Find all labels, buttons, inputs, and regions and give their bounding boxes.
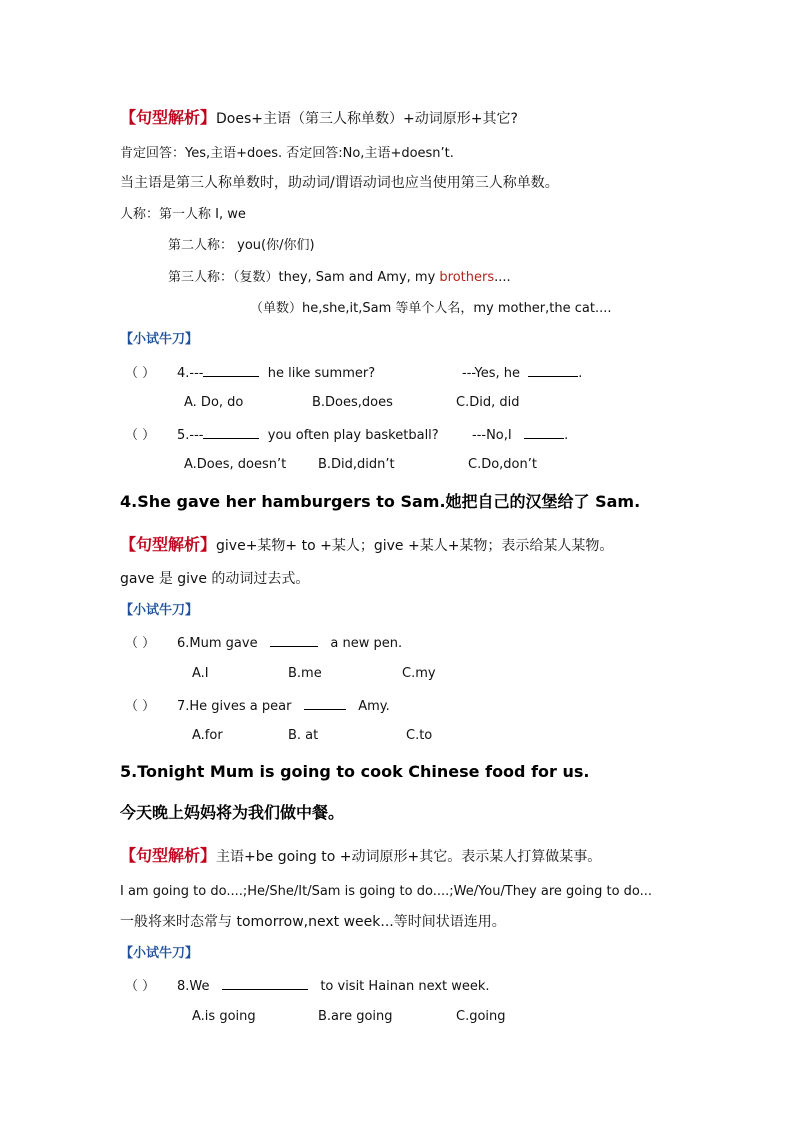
answer-paren[interactable]: （ ）: [125, 428, 156, 443]
q5-prefix: 5.---: [177, 428, 204, 443]
q7-option-b[interactable]: B. at: [288, 728, 319, 743]
q8-suffix: to visit Hainan next week.: [320, 979, 490, 994]
answer-paren[interactable]: （ ）: [125, 366, 156, 381]
q7-suffix: Amy.: [358, 699, 390, 714]
q5-blank-2[interactable]: [524, 426, 564, 439]
person-third-plural-end: ....: [494, 270, 511, 285]
q7-blank[interactable]: [304, 697, 346, 710]
answer-paren[interactable]: （ ）: [125, 699, 156, 714]
q6-blank[interactable]: [270, 634, 318, 647]
q6-prefix: 6.Mum gave: [177, 636, 258, 651]
q5-end: .: [564, 428, 569, 443]
section-4-heading: 4.She gave her hamburgers to Sam.她把自己的汉堡给了 Sam.: [120, 492, 641, 511]
q5-option-c[interactable]: C.Do,don’t: [468, 457, 537, 472]
q7-option-a[interactable]: A.for: [192, 728, 223, 743]
question-6: [125, 634, 402, 652]
q5-response: ---No,I: [472, 428, 512, 443]
q4-mid: he like summer?: [267, 366, 376, 381]
analysis-tag: 【句型解析】: [120, 846, 217, 865]
brothers-word: brothers: [439, 270, 495, 285]
person-third-plural-text: 第三人称：（复数）they, Sam and Amy, my: [168, 270, 440, 285]
q6-option-c[interactable]: C.my: [402, 666, 436, 681]
q4-response: ---Yes, he: [462, 366, 521, 381]
going-to-examples: I am going to do....;He/She/It/Sam is going to do....;We/You/They are going to do...: [120, 884, 653, 899]
question-5: [125, 426, 439, 444]
question-4: [125, 364, 375, 382]
question-7: [125, 697, 390, 715]
q5-blank-1[interactable]: [203, 426, 259, 439]
q8-blank[interactable]: [222, 977, 308, 990]
q4-prefix: 4.---: [177, 366, 204, 381]
analysis-line-5: [120, 846, 601, 866]
q8-option-a[interactable]: A.is going: [192, 1009, 256, 1024]
q4-blank-1[interactable]: [203, 364, 259, 377]
answers-text: 肯定回答：Yes,主语+does. 否定回答:No,主语+doesn’t.: [120, 146, 454, 161]
q8-prefix: 8.We: [177, 979, 210, 994]
q4-option-a[interactable]: A. Do, do: [184, 395, 244, 410]
gave-note: gave 是 give 的动词过去式。: [120, 571, 310, 587]
practice-heading-4: 【小试牛刀】: [120, 603, 199, 618]
question-4-response: [462, 364, 582, 382]
section-5-heading-cn: 今天晚上妈妈将为我们做中餐。: [120, 803, 345, 822]
q8-option-b[interactable]: B.are going: [318, 1009, 393, 1024]
section-5-heading: 5.Tonight Mum is going to cook Chinese food for us.: [120, 762, 590, 781]
answer-paren[interactable]: （ ）: [125, 979, 156, 994]
q4-end: .: [578, 366, 583, 381]
q7-option-c[interactable]: C.to: [406, 728, 433, 743]
answer-paren[interactable]: （ ）: [125, 636, 156, 651]
question-5-response: [472, 426, 568, 444]
q7-prefix: 7.He gives a pear: [177, 699, 292, 714]
q6-option-b[interactable]: B.me: [288, 666, 322, 681]
formula-text: 主语+be going to +动词原形+其它。表示某人打算做某事。: [216, 849, 602, 865]
person-third-singular: （单数）he,she,it,Sam 等单个人名，my mother,the cat....: [250, 301, 612, 316]
q5-option-a[interactable]: A.Does, doesn’t: [184, 457, 287, 472]
q4-option-b[interactable]: B.Does,does: [312, 395, 393, 410]
practice-heading-1: 【小试牛刀】: [120, 332, 199, 347]
formula-text: Does+主语（第三人称单数）+动词原形+其它?: [216, 111, 518, 127]
q4-option-c[interactable]: C.Did, did: [456, 395, 520, 410]
rule-text: 当主语是第三人称单数时，助动词/谓语动词也应当使用第三人称单数。: [120, 175, 559, 191]
future-tense-note: 一般将来时态常与 tomorrow,next week...等时间状语连用。: [120, 914, 506, 930]
person-third-plural: [168, 270, 511, 286]
q8-option-c[interactable]: C.going: [456, 1009, 506, 1024]
q5-mid: you often play basketball?: [267, 428, 439, 443]
q5-option-b[interactable]: B.Did,didn’t: [318, 457, 395, 472]
analysis-tag: 【句型解析】: [120, 535, 217, 554]
q6-option-a[interactable]: A.I: [192, 666, 209, 681]
q6-suffix: a new pen.: [330, 636, 403, 651]
q4-blank-2[interactable]: [528, 364, 578, 377]
analysis-line-1: [120, 108, 518, 128]
analysis-line-4: [120, 535, 613, 555]
practice-heading-5: 【小试牛刀】: [120, 946, 199, 961]
person-first: 人称：第一人称 I, we: [120, 207, 246, 222]
formula-text: give+某物+ to +某人；give +某人+某物；表示给某人某物。: [216, 538, 614, 554]
person-second: 第二人称： you(你/你们): [168, 238, 315, 253]
question-8: [125, 977, 490, 995]
analysis-tag: 【句型解析】: [120, 108, 217, 127]
